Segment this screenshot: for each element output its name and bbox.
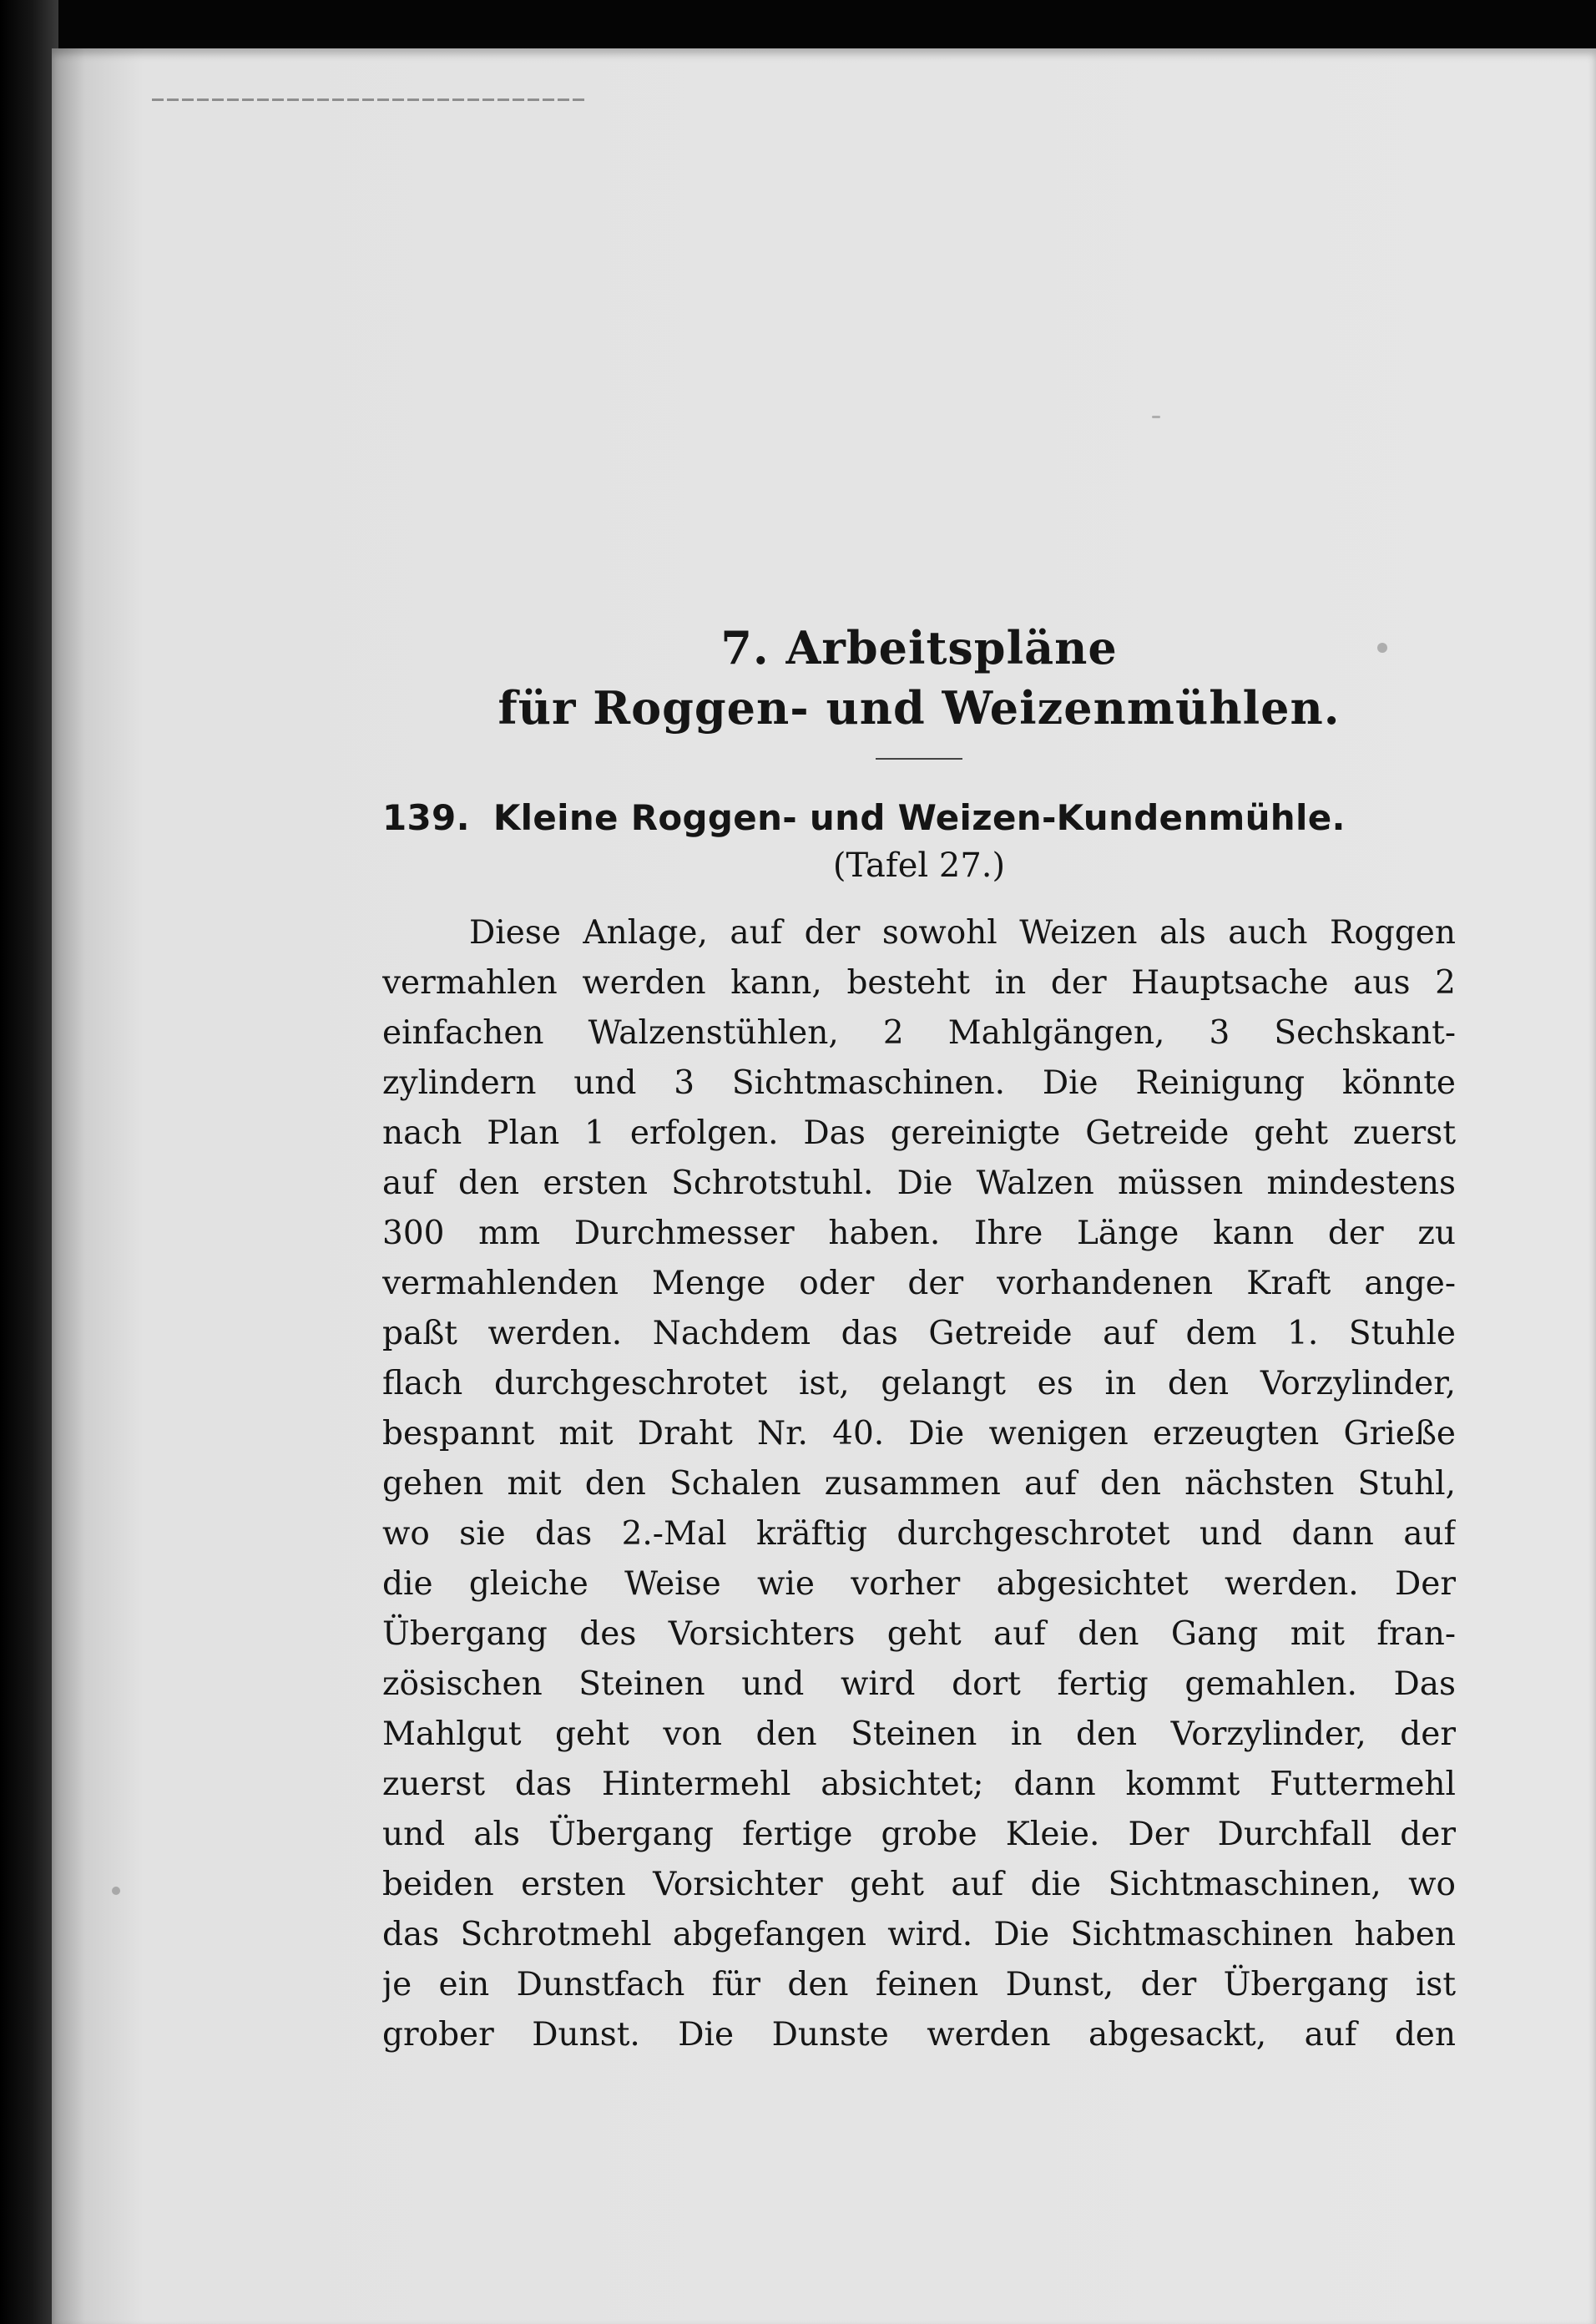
body-line: das Schrotmehl abgefangen wird. Die Sichtmaschinen haben — [382, 1916, 1456, 1953]
heading-rule — [876, 758, 962, 760]
chapter-heading-line-2: für Roggen- und Weizenmühlen. — [497, 681, 1341, 735]
body-line: beiden ersten Vorsichter geht auf die Sichtmaschinen, wo — [382, 1866, 1456, 1903]
body-line: nach Plan 1 erfolgen. Das gereinigte Getreide geht zuerst — [382, 1114, 1456, 1152]
body-line: zylindern und 3 Sichtmaschinen. Die Reinigung könnte — [382, 1064, 1456, 1102]
body-line: vermahlenden Menge oder der vorhandenen Kraft ange- — [382, 1265, 1456, 1302]
body-line: je ein Dunstfach für den feinen Dunst, der Übergang ist — [382, 1966, 1456, 2003]
body-line: und als Übergang fertige grobe Kleie. Der Durchfall der — [382, 1816, 1456, 1853]
section-title-text: Kleine Roggen- und Weizen-Kundenmühle. — [492, 797, 1346, 838]
scanner-border-top — [0, 0, 1596, 52]
text-block — [382, 618, 1456, 2060]
chapter-heading-line-1: 7. Arbeitspläne — [720, 621, 1118, 674]
body-line: bespannt mit Draht Nr. 40. Die wenigen erzeugten Grieße — [382, 1415, 1456, 1452]
body-line: zuerst das Hintermehl absichtet; dann kommt Futtermehl — [382, 1766, 1456, 1803]
body-line: zösischen Steinen und wird dort fertig gemahlen. Das — [382, 1665, 1456, 1703]
body-line: einfachen Walzenstühlen, 2 Mahlgängen, 3 Sechskant- — [382, 1014, 1456, 1052]
paper-speck — [112, 1887, 120, 1895]
chapter-heading — [382, 618, 1456, 738]
scanner-border-left — [0, 0, 58, 2324]
body-line: 300 mm Durchmesser haben. Ihre Länge kann der zu — [382, 1215, 1456, 1252]
body-line: Diese Anlage, auf der sowohl Weizen als auch Roggen — [469, 914, 1456, 952]
body-line: auf den ersten Schrotstuhl. Die Walzen müssen mindestens — [382, 1165, 1456, 1202]
body-line: flach durchgeschrotet ist, gelangt es in den Vorzylinder, — [382, 1365, 1456, 1402]
page-edge-mark — [152, 99, 586, 101]
body-paragraph — [382, 908, 1456, 2060]
body-line: vermahlen werden kann, besteht in der Hauptsache aus 2 — [382, 964, 1456, 1002]
section-number: 139. — [382, 797, 470, 838]
body-line: grober Dunst. Die Dunste werden abgesackt, auf den — [382, 2016, 1456, 2054]
body-line: gehen mit den Schalen zusammen auf den nächsten Stuhl, — [382, 1465, 1456, 1503]
body-line: Übergang des Vorsichters geht auf den Gang mit fran- — [382, 1615, 1456, 1653]
section-title — [382, 795, 1456, 841]
body-line: wo sie das 2.-Mal kräftig durchgeschrotet und dann auf — [382, 1515, 1456, 1553]
section-subtitle: (Tafel 27.) — [832, 846, 1006, 885]
body-line: Mahlgut geht von den Steinen in den Vorzylinder, der — [382, 1715, 1456, 1753]
body-line: die gleiche Weise wie vorher abgesichtet werden. Der — [382, 1565, 1456, 1603]
body-line: paßt werden. Nachdem das Getreide auf dem 1. Stuhle — [382, 1315, 1456, 1352]
paper-speck — [1152, 416, 1160, 418]
